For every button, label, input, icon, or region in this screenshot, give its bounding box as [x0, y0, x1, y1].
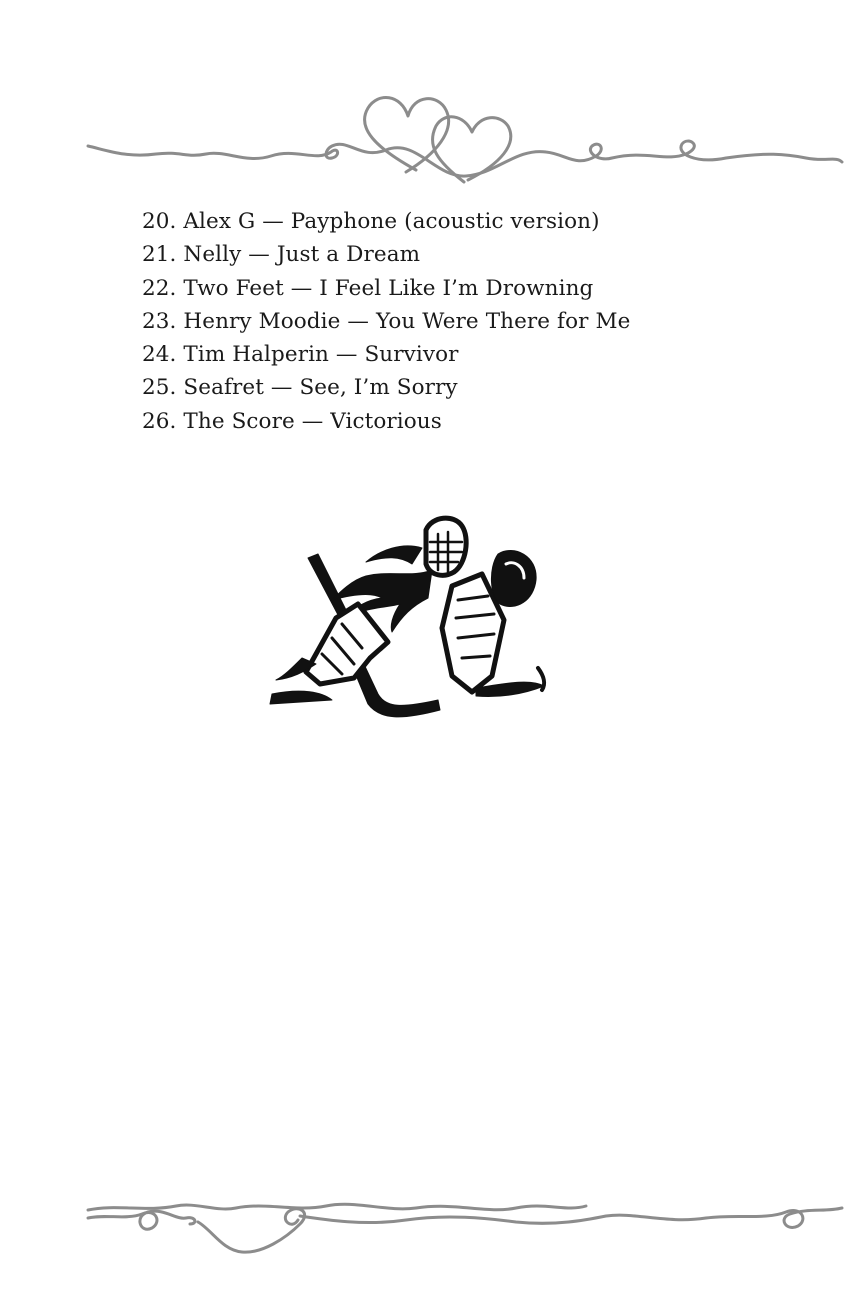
list-item: 23. Henry Moodie — You Were There for Me: [142, 308, 631, 334]
list-item: 26. The Score — Victorious: [142, 408, 442, 434]
hockey-goalie-icon: [262, 508, 552, 720]
hearts-swirl-divider: [86, 88, 844, 188]
swirl-divider: [86, 1190, 844, 1260]
list-item: 20. Alex G — Payphone (acoustic version): [142, 209, 600, 234]
list-item: 21. Nelly — Just a Dream: [142, 242, 421, 268]
list-item: 24. Tim Halperin — Survivor: [142, 342, 459, 368]
list-item: 25. Seafret — See, I’m Sorry: [142, 375, 458, 401]
list-item: 22. Two Feet — I Feel Like I’m Drowning: [142, 275, 594, 301]
playlist: [142, 205, 630, 438]
